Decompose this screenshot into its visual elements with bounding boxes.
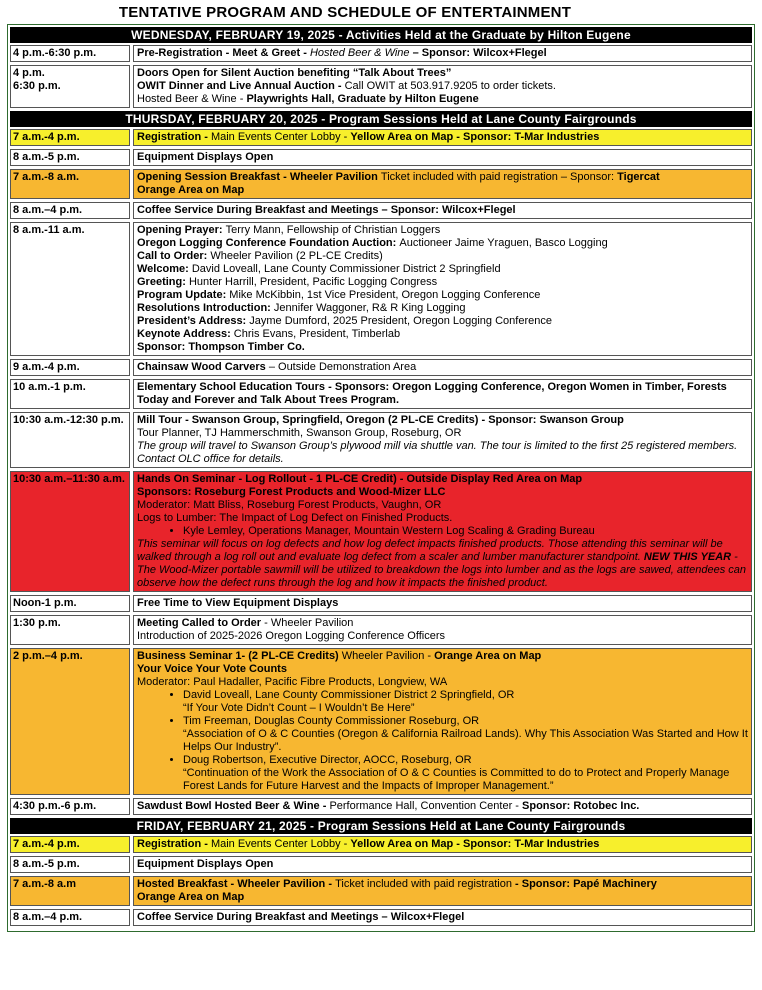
time-cell: Noon-1 p.m. [10,595,130,612]
time-cell: 8 a.m.-5 p.m. [10,856,130,873]
event-cell: Hosted Breakfast - Wheeler Pavilion - Ticket included with paid registration - Sponsor: Papé Machinery Orange Area on Map [133,876,752,906]
table-row [10,648,752,795]
time-cell: 7 a.m.-8 a.m [10,876,130,906]
event-cell: Free Time to View Equipment Displays [133,595,752,612]
event-cell: Sawdust Bowl Hosted Beer & Wine - Performance Hall, Convention Center - Sponsor: Rotobec Inc. [133,798,752,815]
time-cell: 10:30 a.m.–11:30 a.m. [10,471,130,592]
table-row [10,471,752,592]
time-cell: 8 a.m.–4 p.m. [10,909,130,926]
day-header-friday: FRIDAY, FEBRUARY 21, 2025 - Program Sessions Held at Lane County Fairgrounds [10,818,752,834]
event-cell: Meeting Called to Order - Wheeler Pavilion Introduction of 2025-2026 Oregon Logging Conference Officers [133,615,752,645]
table-row [10,836,752,853]
table-row [10,798,752,815]
time-cell: 1:30 p.m. [10,615,130,645]
table-row [10,412,752,468]
event-cell: Coffee Service During Breakfast and Meetings – Sponsor: Wilcox+Flegel [133,202,752,219]
event-cell: Chainsaw Wood Carvers – Outside Demonstration Area [133,359,752,376]
table-row [10,359,752,376]
event-cell: Elementary School Education Tours - Sponsors: Oregon Logging Conference, Oregon Women in Timber, Forests Today and Forever and Talk About Trees Program. [133,379,752,409]
time-cell: 4 p.m. 6:30 p.m. [10,65,130,108]
table-row [10,45,752,62]
table-row [10,129,752,146]
table-row [10,615,752,645]
time-cell: 7 a.m.-8 a.m. [10,169,130,199]
table-row [10,222,752,356]
day-header-wednesday: WEDNESDAY, FEBRUARY 19, 2025 - Activities Held at the Graduate by Hilton Eugene [10,27,752,43]
time-cell: 8 a.m.-11 a.m. [10,222,130,356]
time-cell: 4 p.m.-6:30 p.m. [10,45,130,62]
event-cell: Hands On Seminar - Log Rollout - 1 PL-CE Credit) - Outside Display Red Area on Map Sponsors: Roseburg Forest Products and Wood-Mizer LLC Moderator: Matt Bliss, Roseburg Forest Products, Vaughn, OR Logs to Lumber: The Impact of Log Defect on Finished Products. • Kyle Lemley, Operations Manager, Mountain Western Log Scaling & Grading Bureau This seminar will focus on log defects and how log defect impacts finished products. Those attending this seminar will be walked through a log roll out and evaluate log defect from a scaler and lumber manufacturer standpoint. NEW THIS YEAR - The Wood-Mizer portable sawmill will be utilized to breakdown the logs into lumber and as the logs are sawed, attendees can observe how the defect runs through the log and how it impacts the finished product. [133,471,752,592]
event-cell: Equipment Displays Open [133,149,752,166]
table-row [10,149,752,166]
table-row [10,65,752,108]
time-cell: 8 a.m.-5 p.m. [10,149,130,166]
table-row [10,169,752,199]
time-cell: 10:30 a.m.-12:30 p.m. [10,412,130,468]
event-cell: Pre-Registration - Meet & Greet - Hosted Beer & Wine – Sponsor: Wilcox+Flegel [133,45,752,62]
time-cell: 8 a.m.–4 p.m. [10,202,130,219]
event-cell: Business Seminar 1- (2 PL-CE Credits) Wheeler Pavilion - Orange Area on Map Your Voice Your Vote Counts Moderator: Paul Hadaller, Pacific Fibre Products, Longview, WA • David Loveall, Lane County Commissioner District 2 Springfield, OR “If Your Vote Didn’t Count – I Wouldn’t Be Here” • Tim Freeman, Douglas County Commissioner Roseburg, OR “Association of O & C Counties (Oregon & California Railroad Lands). Why This Association Was Started and How It Helps Our Industry”. • Doug Robertson, Executive Director, AOCC, Roseburg, OR “Continuation of the Work the Association of O & C Counties is Committed to do to Protect and Properly Manage Forest Lands for Future Harvest and the Impacts of Improper Management.” [133,648,752,795]
time-cell: 7 a.m.-4 p.m. [10,836,130,853]
event-cell: Doors Open for Silent Auction benefiting “Talk About Trees” OWIT Dinner and Live Annual Auction - Call OWIT at 503.917.9205 to order tickets. Hosted Beer & Wine - Playwrights Hall, Graduate by Hilton Eugene [133,65,752,108]
event-cell: Registration - Main Events Center Lobby - Yellow Area on Map - Sponsor: T-Mar Industries [133,129,752,146]
event-cell: Equipment Displays Open [133,856,752,873]
event-cell: Opening Prayer: Terry Mann, Fellowship of Christian Loggers Oregon Logging Conference Foundation Auction: Auctioneer Jaime Yraguen, Basco Logging Call to Order: Wheeler Pavilion (2 PL-CE Credits) Welcome: David Loveall, Lane County Commissioner District 2 Springfield Greeting: Hunter Harrill, President, Pacific Logging Congress Program Update: Mike McKibbin, 1st Vice President, Oregon Logging Conference Resolutions Introduction: Jennifer Waggoner, R& R King Logging President’s Address: Jayme Dumford, 2025 President, Oregon Logging Conference Keynote Address: Chris Evans, President, Timberlab Sponsor: Thompson Timber Co. [133,222,752,356]
time-cell: 10 a.m.-1 p.m. [10,379,130,409]
table-row [10,876,752,906]
schedule-table [7,24,755,932]
table-row [10,856,752,873]
event-cell: Mill Tour - Swanson Group, Springfield, Oregon (2 PL-CE Credits) - Sponsor: Swanson Group Tour Planner, TJ Hammerschmith, Swanson Group, Roseburg, OR The group will travel to Swanson Group’s plywood mill via shuttle van. The tour is limited to the first 25 registered members. Contact OLC office for details. [133,412,752,468]
time-cell: 9 a.m.-4 p.m. [10,359,130,376]
day-header-thursday: THURSDAY, FEBRUARY 20, 2025 - Program Sessions Held at Lane County Fairgrounds [10,111,752,127]
time-cell: 7 a.m.-4 p.m. [10,129,130,146]
table-row [10,595,752,612]
time-cell: 2 p.m.–4 p.m. [10,648,130,795]
event-cell: Registration - Main Events Center Lobby - Yellow Area on Map - Sponsor: T-Mar Industries [133,836,752,853]
table-row [10,909,752,926]
event-cell: Coffee Service During Breakfast and Meetings – Wilcox+Flegel [133,909,752,926]
table-row [10,202,752,219]
table-row [10,379,752,409]
event-cell: Opening Session Breakfast - Wheeler Pavilion Ticket included with paid registration – Sponsor: Tigercat Orange Area on Map [133,169,752,199]
page-title: TENTATIVE PROGRAM AND SCHEDULE OF ENTERTAINMENT [118,4,572,21]
time-cell: 4:30 p.m.-6 p.m. [10,798,130,815]
